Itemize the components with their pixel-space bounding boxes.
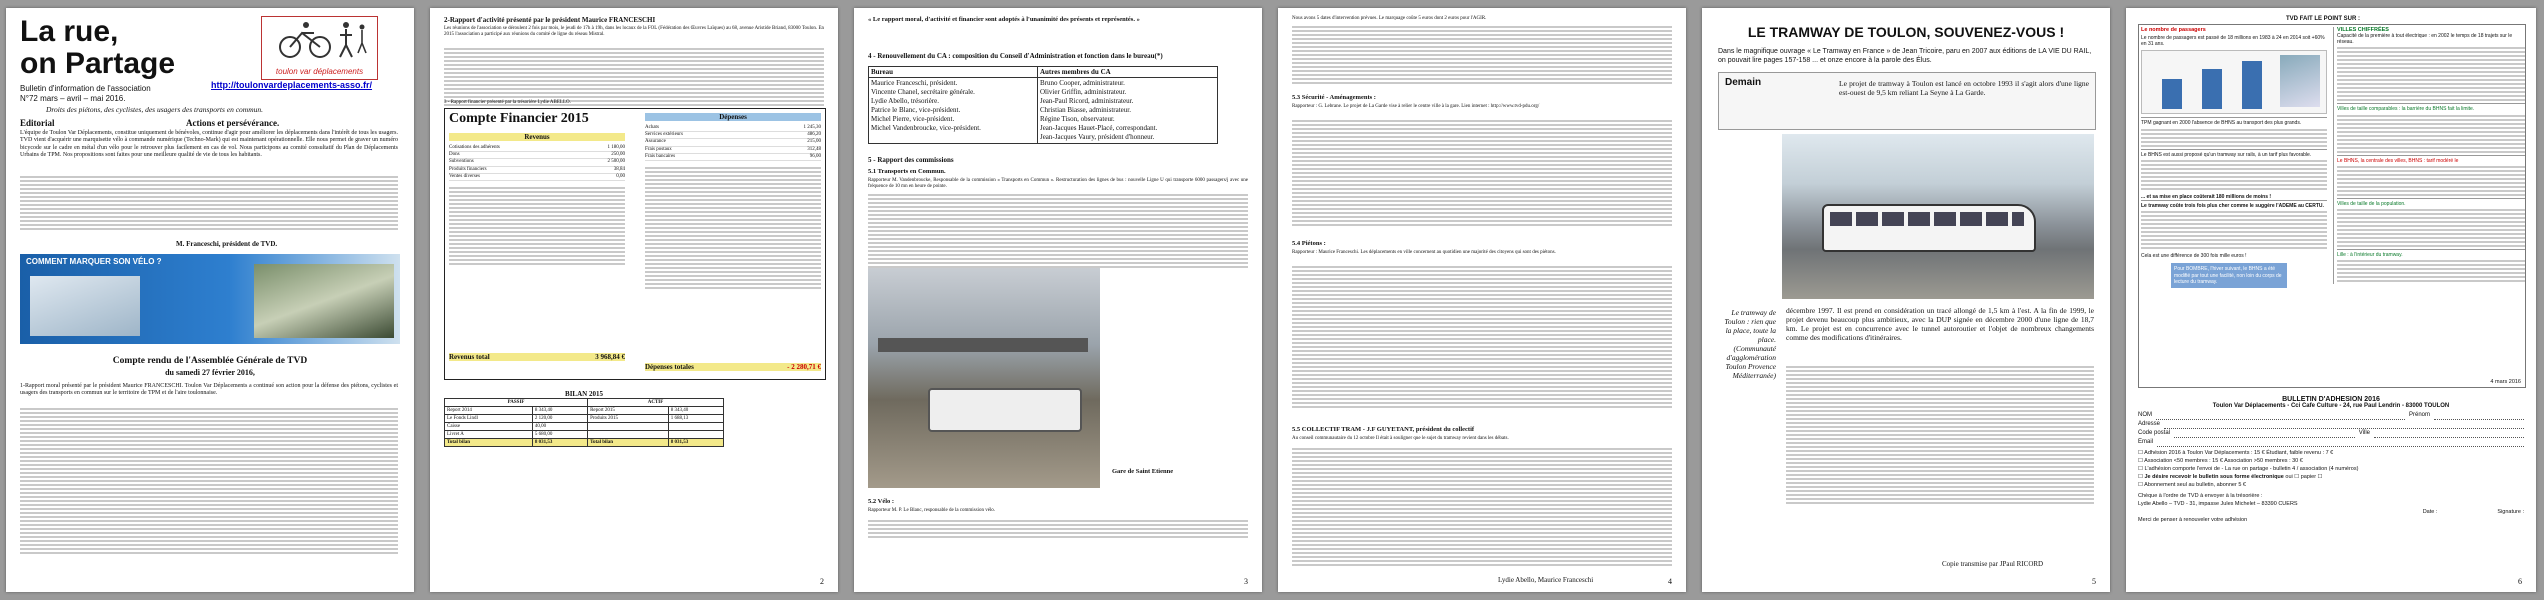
revenue-label: Cotisations des adhérents <box>449 145 500 150</box>
newsletter-option-yes[interactable]: oui <box>2285 474 2293 480</box>
pedestrians-text: Rapporteur : Maurice Franceschi. Les déplacements en ville concernent au quotidien une majorité des citoyens qui sont des piétons. <box>1292 250 1556 255</box>
bulletin-title: Bulletin d'information de l'association <box>20 84 151 93</box>
revenue-label: Dons <box>449 152 460 158</box>
page-5 <box>1702 8 2110 592</box>
right-block-lines <box>2337 209 2525 247</box>
revenue-header: Revenus <box>449 133 625 141</box>
expense-value: 1 245,30 <box>803 125 821 130</box>
actif-value: 1 688,13 <box>668 415 723 423</box>
transport-heading: 5.1 Transports en Commun. <box>868 168 946 175</box>
photo-caption: Gare de Saint Etienne <box>1112 468 1174 475</box>
field-row[interactable] <box>2138 438 2524 447</box>
expense-value: 215,00 <box>807 139 821 145</box>
page-number: 2 <box>820 577 824 586</box>
field-line[interactable] <box>2156 411 2405 420</box>
actif-label <box>588 431 669 439</box>
actif-label <box>588 423 669 431</box>
revenue-list <box>449 145 625 267</box>
membership-form <box>2138 396 2524 524</box>
form-fields <box>2138 411 2524 447</box>
finance-statement <box>444 108 826 380</box>
expense-total <box>645 363 821 371</box>
board-row <box>869 78 1218 144</box>
right-block: Villes de taille comparables : la barrière du BHNS fait la limite. <box>2337 103 2525 112</box>
expense-label: Assurance <box>645 139 666 145</box>
expense-row <box>645 132 821 139</box>
treasurer-address: Lydie Abello – TVD - 31, impasse Jules Michelet – 83390 CUERS <box>2138 501 2298 507</box>
actif-label: Total bilan <box>588 439 669 447</box>
left-block: Le tramway coûte trois fois plus cher comme le suggère l'ADEME au CERTU. <box>2141 200 2327 209</box>
left-block: Cela est une différence de 300 fois mille euros ! <box>2141 253 2247 260</box>
field-line[interactable] <box>2174 429 2355 438</box>
expense-row <box>645 139 821 146</box>
option-label: Abonnement seul au bulletin, abonner 5 € <box>2144 482 2246 488</box>
expense-label: Frais postaux <box>645 146 672 152</box>
pedestrians-heading: 5.4 Piétons : <box>1292 240 1326 247</box>
board-member: Olivier Griffin, administrateur. <box>1039 88 1127 96</box>
comparison-panel <box>2138 24 2526 388</box>
option-row[interactable] <box>2138 465 2524 473</box>
finance-title: Compte Financier 2015 <box>449 111 589 126</box>
signature-row <box>2138 508 2524 516</box>
page-number: 5 <box>2092 577 2096 586</box>
expense-label: Frais bancaires <box>645 153 676 159</box>
panel-date: 4 mars 2016 <box>2490 379 2521 385</box>
security-text-continued <box>1292 118 1672 228</box>
revenue-value: 0,00 <box>616 173 625 179</box>
expense-label: Services extérieurs <box>645 132 683 138</box>
tram-collective-text: Au conseil communautaire du 12 octobre Il était à souligner que le sujet du tramway revient dans les débats. <box>1292 436 1509 441</box>
revenue-row <box>449 145 625 152</box>
website-link[interactable]: http://toulonvardeplacements-asso.fr/ <box>211 80 373 90</box>
board-member: Christian Biasse, administrateur. <box>1039 106 1131 114</box>
right-block: Le BHNS, la centrale des villes, BHNS : tarif modéré le <box>2337 155 2525 164</box>
field-line[interactable] <box>2374 429 2524 438</box>
balance-row <box>445 415 724 423</box>
other-members-header: Autres membres du CA <box>1037 67 1217 78</box>
treasurer-report-heading: 3 - Rapport financier présenté par la trésorière Lydie ABELLO. <box>444 100 571 105</box>
bike-marking-image <box>20 254 400 344</box>
bike-text-continued <box>868 518 1248 540</box>
membership-title: BULLETIN D'ADHESION 2016 <box>2282 396 2380 403</box>
page-3 <box>854 8 1262 592</box>
bureau-member: Michel Pierre, vice-président. <box>871 115 955 123</box>
revenue-row <box>449 174 625 181</box>
page-2 <box>430 8 838 592</box>
board-member: Jean-Jacques Hauet-Placé, correspondant. <box>1039 124 1158 132</box>
passenger-chart <box>2141 50 2327 114</box>
expense-value: 486,20 <box>807 132 821 138</box>
actif-value <box>668 423 723 431</box>
actif-label: Report 2015 <box>588 407 669 415</box>
balance-table <box>444 398 724 447</box>
passif-value: 8 031,53 <box>532 439 587 447</box>
left-block-lines <box>2141 129 2327 147</box>
bike-text: Rapporteur M. P. Le Blanc, responsable de la commission vélo. <box>868 508 996 513</box>
ca-heading: 4 - Renouvellement du CA : composition du Conseil d'Administration et fonction dans le bureau(*) <box>868 52 1163 60</box>
revenue-label: Produits financiers <box>449 166 487 172</box>
revenue-value: 250,00 <box>611 152 625 158</box>
other-members-list <box>1037 78 1217 144</box>
right-block: Lille : à l'intérieur du tramway. <box>2337 249 2525 258</box>
membership-options <box>2138 449 2524 524</box>
actif-header: ACTIF <box>588 399 724 407</box>
left-block-lines <box>2141 160 2327 190</box>
check-instructions: Chèque à l'ordre de TVD à envoyer à la trésorière : <box>2138 493 2263 499</box>
bureau-header: Bureau <box>869 67 1038 78</box>
editorial-text-continued <box>20 174 398 232</box>
editorial-heading: Actions et persévérance. <box>186 118 280 128</box>
passif-label: Livret A <box>445 431 533 439</box>
checkbox[interactable]: ☐ <box>2138 482 2145 488</box>
field-label: Adresse <box>2138 421 2161 427</box>
right-column <box>2333 27 2525 284</box>
tram-article-title: LE TRAMWAY DE TOULON, SOUVENEZ-VOUS ! <box>1747 24 2065 40</box>
revenue-label: Subventions <box>449 159 474 165</box>
option-row[interactable] <box>2138 457 2524 465</box>
date-label: Date : <box>2422 509 2438 515</box>
revenue-label: Ventes diverses <box>449 173 480 179</box>
passif-label: Report 2014 <box>445 407 533 415</box>
marking-device-photo <box>30 276 140 336</box>
passif-label: Le Fonds Lindl <box>445 415 533 423</box>
field-label: Email <box>2138 439 2154 445</box>
passif-value: 8 343,40 <box>532 407 587 415</box>
title-line-2: on Partage <box>20 47 176 80</box>
expense-header: Dépenses <box>645 113 821 121</box>
tomorrow-title: Demain <box>1725 77 1762 88</box>
report-title: Compte rendu de l'Assemblée Générale de TVD <box>112 356 308 366</box>
balance-sheet <box>444 390 724 447</box>
right-column-title: VILLES CHIFFRÉES <box>2337 27 2389 33</box>
bureau-member: Lydie Abello, trésorière. <box>871 97 940 105</box>
expense-total-value: - 2 280,71 € <box>787 363 821 371</box>
passif-label: Caisse <box>445 423 533 431</box>
newsletter-label: Je désire recevoir le bulletin sous forme électronique <box>2144 474 2284 480</box>
tram-article-body: décembre 1997. Il est prend en considération un tracé allongé de 1,5 km à l'est. A la fin de 1999, le projet devenu beaucoup plus ambitieux, avec la DUP signée en décembre 2000 d'une ligne de 18,7 km. Le projet est en concurrence avec le tunnel autoroutier et l'objet de nombreux changements comme des modifications d'itinéraires. <box>1786 306 2094 342</box>
expense-row <box>645 154 821 161</box>
field-line[interactable] <box>2434 411 2524 420</box>
tram-article-intro: Dans le magnifique ouvrage « Le Tramway en France » de Jean Tricoire, paru en 2007 aux éditions de LA VIE DU RAIL, on pouvait lire pages 157-158 ... et onze encore à la parole des Élus. <box>1718 48 2092 64</box>
field-row[interactable] <box>2138 420 2524 429</box>
field-line[interactable] <box>2157 438 2524 447</box>
security-heading: 5.3 Sécurité - Aménagements : <box>1292 94 1376 101</box>
bureau-list <box>869 78 1038 144</box>
right-block-lines <box>2337 260 2525 282</box>
transport-text: Rapporteur M. Vandenbroucke, Responsable de la commission « Transports en Commun ». Restructuration des lignes de bus : nouvelle Ligne U qui transporte 6000 passagers/j avec une fréquence de 10 mn en heure de pointe. <box>868 178 1248 190</box>
membership-address: Toulon Var Déplacements - Cci Cafe Culture - 24, rue Paul Lendrin - 83000 TOULON <box>2212 403 2450 409</box>
station-canopy <box>878 338 1088 352</box>
newsletter-option-paper[interactable]: papier <box>2300 474 2317 480</box>
masthead <box>20 16 220 80</box>
actif-value <box>668 431 723 439</box>
revenue-row <box>449 159 625 166</box>
report-date: du samedi 27 février 2016, <box>165 368 255 377</box>
tram-collective-heading: 5.5 COLLECTIF TRAM - J.F GUYETANT, président du collectif <box>1292 426 1475 433</box>
intro-text: Nous avons 5 dates d'intervention prévues. Le marquage coûte 5 euros dont 2 euros pour l'AGIR. <box>1292 16 1487 21</box>
right-block: Capacité de la première à tout électrique : en 2002 le temps de 18 trajets sur le réseau. <box>2337 33 2513 46</box>
expense-label: Achats <box>645 125 659 130</box>
subtitle: Droits des piétons, des cyclistes, des usagers des transports en commun. <box>46 105 263 114</box>
expense-list <box>645 125 821 291</box>
passif-value: 5 680,00 <box>532 431 587 439</box>
option-row[interactable] <box>2138 449 2524 457</box>
page-signature: Lydie Abello, Maurice Franceschi <box>1498 576 1594 584</box>
revenue-row <box>449 152 625 159</box>
revenue-row <box>449 167 625 174</box>
board-member: Jean-Paul Ricord, administrateur. <box>1039 97 1134 105</box>
checkbox[interactable]: ☐ <box>2138 450 2145 456</box>
bicycle-photo <box>254 264 394 338</box>
expense-value: 312,48 <box>807 146 821 152</box>
pedestrians-text-continued <box>1292 264 1672 410</box>
balance-row <box>445 423 724 431</box>
transport-text-continued <box>868 192 1248 270</box>
activity-report-header: 2-Rapport d'activité présenté par le président Maurice FRANCESCHI <box>444 16 656 24</box>
logo-text: toulon var déplacements <box>275 67 364 76</box>
tram-rendering-photo <box>1782 134 2094 299</box>
chart-bar <box>2242 61 2262 109</box>
expense-total-label: Dépenses totales <box>645 363 694 371</box>
logo <box>261 16 378 80</box>
balance-row <box>445 431 724 439</box>
field-label: Code postal <box>2138 430 2171 436</box>
balance-title: BILAN 2015 <box>565 390 603 398</box>
checkbox[interactable]: ☐ <box>2138 474 2145 480</box>
board-member: Régine Tison, observateur. <box>1039 115 1115 123</box>
left-block: Le BHNS est aussi proposé qu'un tramway sur rails, à un tarif plus favorable. <box>2141 149 2327 158</box>
balance-header-row <box>445 399 724 407</box>
field-row[interactable] <box>2138 411 2524 420</box>
field-label: Prénom <box>2408 412 2430 418</box>
bike-heading: 5.2 Vélo : <box>868 498 895 505</box>
editorial-text: L'équipe de Toulon Var Déplacements, constitue uniquement de bénévoles, continue d'agir pour améliorer les déplacements dans l'intérêt de tous les usagers. TVD vient d'acquérir une marquisette vélo à commande numérique (Techno-Mark) qui est maintenant opérationnelle. Elle nous permet de graver un numéro bicycode sur le cadre en métal d'un vélo pour le retrouver plus facilement en cas de vol. Nous participons au comité consultatif du Plan de Déplacements Urbains de TPM. Nos propositions sont faites pour une meilleure qualité de vie de tous les habitants. <box>20 130 398 159</box>
activity-report-text: Les réunions de l'association se déroulent 2 fois par mois, le jeudi de 17h à 19h, dans les locaux de la FOL (Fédération des Œuvres Laïques) au 68, avenue Aristide Briand, 83000 Toulon. En 2015 l'association a participé aux réunions du comité de ligne du réseau Mistral. <box>444 26 824 38</box>
renewal-note: Merci de penser à renouveler votre adhésion <box>2138 517 2248 523</box>
tram-photo-caption: Le tramway de Toulon : rien que la place, toute la place. (Communauté d'agglomération Toulon Provence Méditerranée) <box>1724 308 1776 380</box>
bike-marking-caption: COMMENT MARQUER SON VÉLO ? <box>26 257 162 266</box>
board-header-row <box>869 67 1218 78</box>
bus-photo <box>2280 55 2320 107</box>
tram-station-photo <box>868 268 1100 488</box>
left-block: ... et sa mise en place coûterait 180 millions de moins ! <box>2141 193 2272 200</box>
expense-row <box>645 125 821 132</box>
checkbox[interactable]: ☐ <box>2138 466 2145 472</box>
tram-collective-text-continued <box>1292 446 1672 568</box>
passif-header: PASSIF <box>445 399 588 407</box>
left-column <box>2141 27 2327 288</box>
actif-value: 8 343,40 <box>668 407 723 415</box>
editorial-signature: M. Franceschi, président de TVD. <box>176 240 278 248</box>
signature-label: Signature : <box>2497 509 2524 515</box>
left-block: Le nombre de passagers est passé de 18 millions en 1983 à 24 en 2014 soit +60% en 31 ans. <box>2141 35 2325 48</box>
tram-windows <box>1830 212 2024 226</box>
field-label: Ville <box>2358 430 2370 436</box>
commissions-heading: 5 - Rapport des commissions <box>868 156 954 164</box>
revenue-total-value: 3 968,84 € <box>595 353 625 361</box>
bureau-member: Vincente Chanel, secrétaire générale. <box>871 88 975 96</box>
intro-text-continued <box>1292 24 1672 86</box>
right-block: Villes de taille de la population. <box>2337 198 2525 207</box>
page-1 <box>6 8 414 592</box>
newsletter-row[interactable]: ☐ Je désire recevoir le bulletin sous forme électronique oui ☐ papier ☐ <box>2138 474 2323 480</box>
report-text: 1-Rapport moral présenté par le président Maurice FRANCESCHI. Toulon Var Déplacements a continué son action pour la défense des piétons, cyclistes et usagers des transports en commun sur le territoire de TPM et de l'aire toulonnaise. <box>20 383 398 397</box>
expense-row <box>645 147 821 154</box>
activity-report-continued <box>444 46 824 108</box>
balance-row <box>445 407 724 415</box>
issue-number: N°72 mars – avril – mai 2016. <box>20 94 126 103</box>
revenue-value: 38,84 <box>613 166 625 172</box>
actif-label: Produits 2015 <box>588 415 669 423</box>
right-block-lines <box>2337 47 2525 101</box>
tomorrow-text: Le projet de tramway à Toulon est lancé en octobre 1993 il s'agit alors d'une ligne est-ouest de 9,5 km reliant La Seyne à La Garde. <box>1839 79 2089 97</box>
option-label: Adhésion 2016 à Toulon Var Déplacements : 15 € Étudiant, faible revenu : 7 € <box>2144 450 2334 456</box>
passif-value: 2 120,00 <box>532 415 587 423</box>
option-label: Association <50 membres : 15 € Association >50 membres : 30 € <box>2144 458 2303 464</box>
right-block-lines <box>2337 166 2525 196</box>
option-row[interactable] <box>2138 481 2524 489</box>
tram-shape <box>928 388 1082 432</box>
left-column-title: Le nombre de passagers <box>2141 27 2206 33</box>
revenue-value: 1 180,00 <box>607 145 625 150</box>
report-text-continued <box>20 406 398 556</box>
expense-detail-lines <box>645 167 821 289</box>
page-number: 6 <box>2518 577 2522 586</box>
revenue-detail-lines <box>449 187 625 265</box>
page-number: 4 <box>1668 577 1672 586</box>
security-text: Rapporteur : G. Lebrane. Le projet de La Garde vise à relier le centre ville à la gare. Lien internet : http://www.tvd-pdu.org/ <box>1292 104 1540 109</box>
editorial-label: Editorial <box>20 118 55 128</box>
bureau-member: Patrice le Blanc, vice-président. <box>871 106 961 114</box>
page-4 <box>1278 8 1686 592</box>
chart-bar <box>2162 79 2182 109</box>
right-block-lines <box>2337 115 2525 153</box>
board-member: Jean-Jacques Vaury, président d'honneur. <box>1039 133 1155 141</box>
revenue-total-label: Revenus total <box>449 353 490 361</box>
page-6 <box>2126 8 2536 592</box>
page-number: 3 <box>1244 577 1248 586</box>
checkbox[interactable]: ☐ <box>2138 458 2145 464</box>
field-line[interactable] <box>2164 420 2524 429</box>
bureau-member: Maurice Franceschi, président. <box>871 79 958 87</box>
left-block: TPM gagnant en 2000 l'absence de BHNS au transport des plus grands. <box>2141 117 2327 126</box>
actif-value: 8 031,53 <box>668 439 723 447</box>
field-label: NOM <box>2138 412 2152 418</box>
note-box: Pour BOMBRE, l'hiver suivant, le BHNS a été modifié par tout une facilité, non loin du corps de lecture du tramway. <box>2171 263 2287 288</box>
copy-note: Copie transmise par JPaul RICORD <box>1942 560 2044 568</box>
chart-bar <box>2202 69 2222 109</box>
adoption-note: « Le rapport moral, d'activité et financier sont adoptés à l'unanimité des présents et représentés. » <box>868 16 1140 23</box>
passif-value: 40,00 <box>532 423 587 431</box>
passif-label: Total bilan <box>445 439 533 447</box>
tomorrow-box <box>1718 72 2096 130</box>
cyclist-pedestrian-icon <box>262 17 377 62</box>
option-label: L'adhésion comporte l'envoi de - La rue on partage - bulletin 4 / association (4 numéros) <box>2144 466 2359 472</box>
revenue-value: 2 500,00 <box>607 159 625 165</box>
board-table <box>868 66 1218 144</box>
expense-value: 96,00 <box>809 153 821 159</box>
revenue-total <box>449 353 625 361</box>
balance-total-row <box>445 439 724 447</box>
point-banner: TVD FAIT LE POINT SUR : <box>2286 16 2361 22</box>
tram-article-body-continued <box>1786 364 2094 506</box>
title-line-1: La rue, <box>20 15 119 48</box>
board-member: Bruno Cooper, administrateur. <box>1039 79 1125 87</box>
bureau-member: Michel Vandenbroucke, vice-président. <box>871 124 981 132</box>
field-row[interactable] <box>2138 429 2524 438</box>
left-block-lines <box>2141 211 2327 249</box>
